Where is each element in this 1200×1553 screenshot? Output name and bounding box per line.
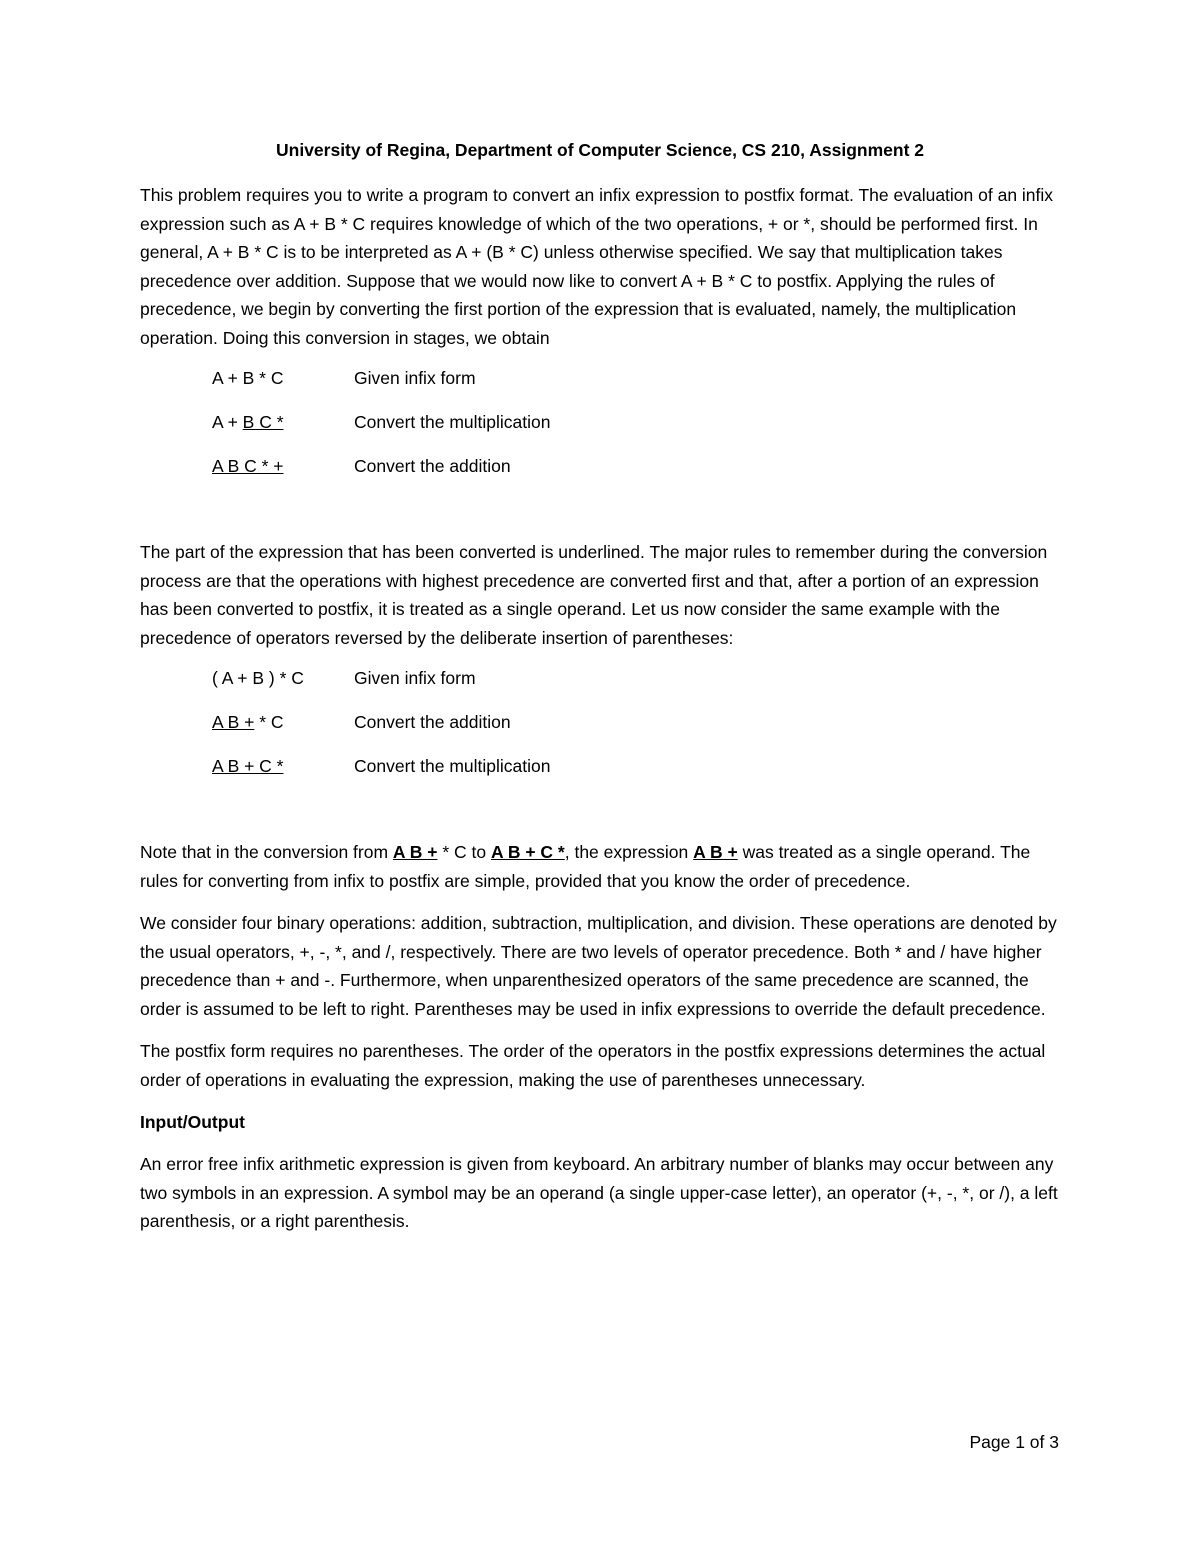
example-1-steps	[212, 366, 1060, 498]
example-2-steps	[212, 666, 1060, 798]
step-description: Convert the multiplication	[354, 412, 551, 432]
example-1-step	[212, 410, 1060, 454]
page-number-footer: Page 1 of 3	[969, 1432, 1059, 1452]
inline-expression: A B + C *	[490, 842, 565, 862]
step-expression: A B C * +	[212, 456, 284, 476]
step-expression: A B + C *	[212, 756, 284, 776]
step-description: Given infix form	[354, 668, 476, 688]
step-description: Convert the addition	[354, 456, 511, 476]
step-description: Convert the multiplication	[354, 756, 551, 776]
page-content	[140, 140, 1060, 1250]
step-description: Convert the addition	[354, 712, 511, 732]
example-2-step	[212, 710, 1060, 754]
intro-paragraph: This problem requires you to write a program to convert an infix expression to postfix format. The evaluation of an infix expression such as A + B * C requires knowledge of which of the two operations, + or *, should be performed first. In general, A + B * C is to be interpreted as A + (B * C) unless otherwise specified. We say that multiplication takes precedence over addition. Suppose that we would now like to convert A + B * C to postfix. Applying the rules of precedence, we begin by converting the first portion of the expression that is evaluated, namely, the multiplication operation. Doing this conversion in stages, we obtain	[140, 185, 1054, 348]
input-paragraph: An error free infix arithmetic expression is given from keyboard. An arbitrary number of blanks may occur between any two symbols in an expression. A symbol may be an operand (a single upper-case letter), an operator (+, -, *, or /), a left parenthesis, or a right parenthesis.	[140, 1154, 1058, 1231]
conversion-rules-paragraph: The part of the expression that has been converted is underlined. The major rules to remember during the conversion process are that the operations with highest precedence are converted first and that, after a portion of an expression has been converted to postfix, it is treated as a single operand. Let us now consider the same example with the precedence of operators reversed by the deliberate insertion of parentheses:	[140, 542, 1048, 648]
spacer	[140, 498, 1060, 538]
section-heading-input-output: Input/Output	[140, 1112, 245, 1132]
example-2-step	[212, 754, 1060, 798]
note-paragraph: Note that in the conversion from A B + * C to A B + C *, the expression A B + was treated as a single operand. The rules for converting from infix to postfix are simple, provided that you know the order of precedence.	[140, 842, 1031, 891]
step-expression: ( A + B ) * C	[212, 668, 304, 688]
inline-expression: A B +	[693, 842, 738, 862]
step-description: Given infix form	[354, 368, 476, 388]
spacer	[140, 798, 1060, 838]
postfix-paragraph: The postfix form requires no parentheses. The order of the operators in the postfix expressions determines the actual order of operations in evaluating the expression, making the use of parentheses unnecessary.	[140, 1041, 1046, 1090]
page-title: University of Regina, Department of Computer Science, CS 210, Assignment 2	[276, 140, 924, 160]
step-expression: A + B * C	[212, 368, 284, 388]
example-1-step	[212, 454, 1060, 498]
step-expression: A + B C *	[212, 412, 284, 432]
operators-paragraph: We consider four binary operations: addition, subtraction, multiplication, and division. These operations are denoted by the usual operators, +, -, *, and /, respectively. There are two levels of operator precedence. Both * and / have higher precedence than + and -. Furthermore, when unparenthesized operators of the same precedence are scanned, the order is assumed to be left to right. Parentheses may be used in infix expressions to override the default precedence.	[140, 913, 1057, 1019]
example-2-step	[212, 666, 1060, 710]
step-expression: A B + * C	[212, 712, 284, 732]
inline-expression: A B +	[392, 842, 438, 862]
example-1-step	[212, 366, 1060, 410]
